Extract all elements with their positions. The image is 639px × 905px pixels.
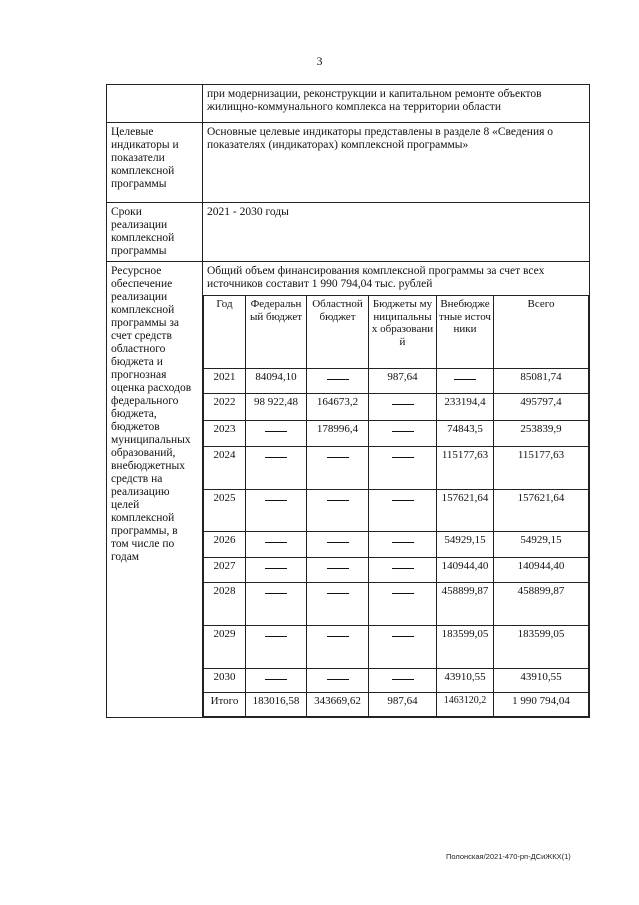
dash-mark bbox=[265, 671, 287, 680]
total-extrabudget: 1463120,2 bbox=[437, 693, 494, 717]
dash-mark bbox=[327, 449, 349, 458]
cell-regional bbox=[307, 583, 369, 626]
indicators-text: Основные целевые индикаторы представлены в разделе 8 «Сведения о показателях (индикаторах) комплексной программы» bbox=[203, 123, 590, 203]
cell-year: 2028 bbox=[204, 583, 246, 626]
cell-municipal bbox=[369, 558, 437, 583]
cell-federal bbox=[246, 558, 307, 583]
cell-year: 2023 bbox=[204, 421, 246, 447]
cell-municipal: 987,64 bbox=[369, 369, 437, 394]
cell-year: 2024 bbox=[204, 447, 246, 490]
header-total: Всего bbox=[494, 296, 589, 369]
finance-row bbox=[204, 421, 589, 447]
terms-label: Сроки реализации комплексной программы bbox=[107, 203, 203, 262]
cell-year: 2026 bbox=[204, 532, 246, 558]
empty-label-cell bbox=[107, 85, 203, 123]
finance-header-row bbox=[204, 296, 589, 369]
cell-total: 458899,87 bbox=[494, 583, 589, 626]
dash-mark bbox=[392, 560, 414, 569]
cell-year: 2030 bbox=[204, 669, 246, 693]
cell-total: 253839,9 bbox=[494, 421, 589, 447]
cell-regional bbox=[307, 626, 369, 669]
cell-total: 85081,74 bbox=[494, 369, 589, 394]
cell-federal: 98 922,48 bbox=[246, 394, 307, 421]
cell-municipal bbox=[369, 490, 437, 532]
finance-row bbox=[204, 447, 589, 490]
dash-mark bbox=[392, 628, 414, 637]
cell-municipal bbox=[369, 421, 437, 447]
finance-row bbox=[204, 669, 589, 693]
cell-regional bbox=[307, 369, 369, 394]
terms-row bbox=[107, 203, 590, 262]
footer-doc-id: Полонская/2021-470-рп-ДСиЖКХ(1) bbox=[446, 852, 571, 861]
cell-regional: 164673,2 bbox=[307, 394, 369, 421]
finance-row bbox=[204, 532, 589, 558]
cell-regional bbox=[307, 490, 369, 532]
cell-municipal bbox=[369, 583, 437, 626]
finance-row bbox=[204, 394, 589, 421]
cell-extrabudget: 183599,05 bbox=[437, 626, 494, 669]
total-municipal: 987,64 bbox=[369, 693, 437, 717]
dash-mark bbox=[392, 671, 414, 680]
dash-mark bbox=[265, 585, 287, 594]
finance-row bbox=[204, 583, 589, 626]
cell-extrabudget: 115177,63 bbox=[437, 447, 494, 490]
resources-cell bbox=[203, 262, 590, 718]
cell-municipal bbox=[369, 532, 437, 558]
dash-mark bbox=[327, 534, 349, 543]
cell-extrabudget: 233194,4 bbox=[437, 394, 494, 421]
dash-mark bbox=[265, 449, 287, 458]
cell-municipal bbox=[369, 447, 437, 490]
dash-mark bbox=[265, 423, 287, 432]
cell-total: 43910,55 bbox=[494, 669, 589, 693]
cell-municipal bbox=[369, 669, 437, 693]
dash-mark bbox=[392, 449, 414, 458]
cell-total: 54929,15 bbox=[494, 532, 589, 558]
dash-mark bbox=[265, 534, 287, 543]
dash-mark bbox=[327, 492, 349, 501]
continuation-text: при модернизации, реконструкции и капитальном ремонте объектов жилищно-коммунального комплекса на территории области bbox=[203, 85, 590, 123]
dash-mark bbox=[327, 371, 349, 380]
header-regional: Областной бюджет bbox=[307, 296, 369, 369]
resources-text: Общий объем финансирования комплексной программы за счет всех источников составит 1 990 794,04 тыс. рублей bbox=[207, 265, 545, 290]
finance-row bbox=[204, 369, 589, 394]
indicators-row bbox=[107, 123, 590, 203]
dash-mark bbox=[327, 585, 349, 594]
cell-total: 157621,64 bbox=[494, 490, 589, 532]
dash-mark bbox=[265, 560, 287, 569]
cell-federal bbox=[246, 532, 307, 558]
cell-extrabudget: 458899,87 bbox=[437, 583, 494, 626]
finance-total-row bbox=[204, 693, 589, 717]
dash-mark bbox=[392, 585, 414, 594]
dash-mark bbox=[327, 671, 349, 680]
header-extrabudget: Внебюджетные источники bbox=[437, 296, 494, 369]
cell-total: 115177,63 bbox=[494, 447, 589, 490]
cell-extrabudget: 54929,15 bbox=[437, 532, 494, 558]
cell-year: 2027 bbox=[204, 558, 246, 583]
cell-extrabudget: 74843,5 bbox=[437, 421, 494, 447]
header-year: Год bbox=[204, 296, 246, 369]
cell-extrabudget: 43910,55 bbox=[437, 669, 494, 693]
finance-row bbox=[204, 490, 589, 532]
dash-mark bbox=[265, 492, 287, 501]
finance-row bbox=[204, 626, 589, 669]
finance-table bbox=[203, 295, 589, 717]
total-year: Итого bbox=[204, 693, 246, 717]
cell-regional bbox=[307, 532, 369, 558]
finance-row bbox=[204, 558, 589, 583]
resources-label: Ресурсное обеспечение реализации комплексной программы за счет средств областного бюджета и прогнозная оценка расходов федерального бюджета, бюджетов муниципальных образований, внебюджетных средств на реализацию целей комплексной программы, в том числе по годам bbox=[107, 262, 203, 718]
header-municipal: Бюджеты муниципальных образований bbox=[369, 296, 437, 369]
dash-mark bbox=[392, 492, 414, 501]
total-federal: 183016,58 bbox=[246, 693, 307, 717]
cell-regional: 178996,4 bbox=[307, 421, 369, 447]
cell-total: 495797,4 bbox=[494, 394, 589, 421]
passport-table bbox=[106, 84, 590, 718]
cell-year: 2025 bbox=[204, 490, 246, 532]
cell-year: 2022 bbox=[204, 394, 246, 421]
cell-extrabudget bbox=[437, 369, 494, 394]
indicators-label: Целевые индикаторы и показатели комплексной программы bbox=[107, 123, 203, 203]
dash-mark bbox=[392, 423, 414, 432]
dash-mark bbox=[454, 371, 476, 380]
cell-regional bbox=[307, 669, 369, 693]
cell-federal: 84094,10 bbox=[246, 369, 307, 394]
cell-municipal bbox=[369, 626, 437, 669]
dash-mark bbox=[327, 628, 349, 637]
cell-federal bbox=[246, 669, 307, 693]
total-regional: 343669,62 bbox=[307, 693, 369, 717]
cell-total: 183599,05 bbox=[494, 626, 589, 669]
dash-mark bbox=[265, 628, 287, 637]
cell-extrabudget: 157621,64 bbox=[437, 490, 494, 532]
cell-municipal bbox=[369, 394, 437, 421]
cell-federal bbox=[246, 447, 307, 490]
cell-federal bbox=[246, 421, 307, 447]
terms-text: 2021 - 2030 годы bbox=[203, 203, 590, 262]
continuation-row bbox=[107, 85, 590, 123]
cell-regional bbox=[307, 558, 369, 583]
cell-extrabudget: 140944,40 bbox=[437, 558, 494, 583]
page-number: 3 bbox=[316, 54, 323, 68]
cell-federal bbox=[246, 626, 307, 669]
dash-mark bbox=[392, 534, 414, 543]
dash-mark bbox=[392, 396, 414, 405]
resources-row bbox=[107, 262, 590, 718]
header-federal: Федеральный бюджет bbox=[246, 296, 307, 369]
cell-federal bbox=[246, 583, 307, 626]
cell-year: 2021 bbox=[204, 369, 246, 394]
cell-regional bbox=[307, 447, 369, 490]
cell-federal bbox=[246, 490, 307, 532]
dash-mark bbox=[327, 560, 349, 569]
total-total: 1 990 794,04 bbox=[494, 693, 589, 717]
cell-year: 2029 bbox=[204, 626, 246, 669]
cell-total: 140944,40 bbox=[494, 558, 589, 583]
